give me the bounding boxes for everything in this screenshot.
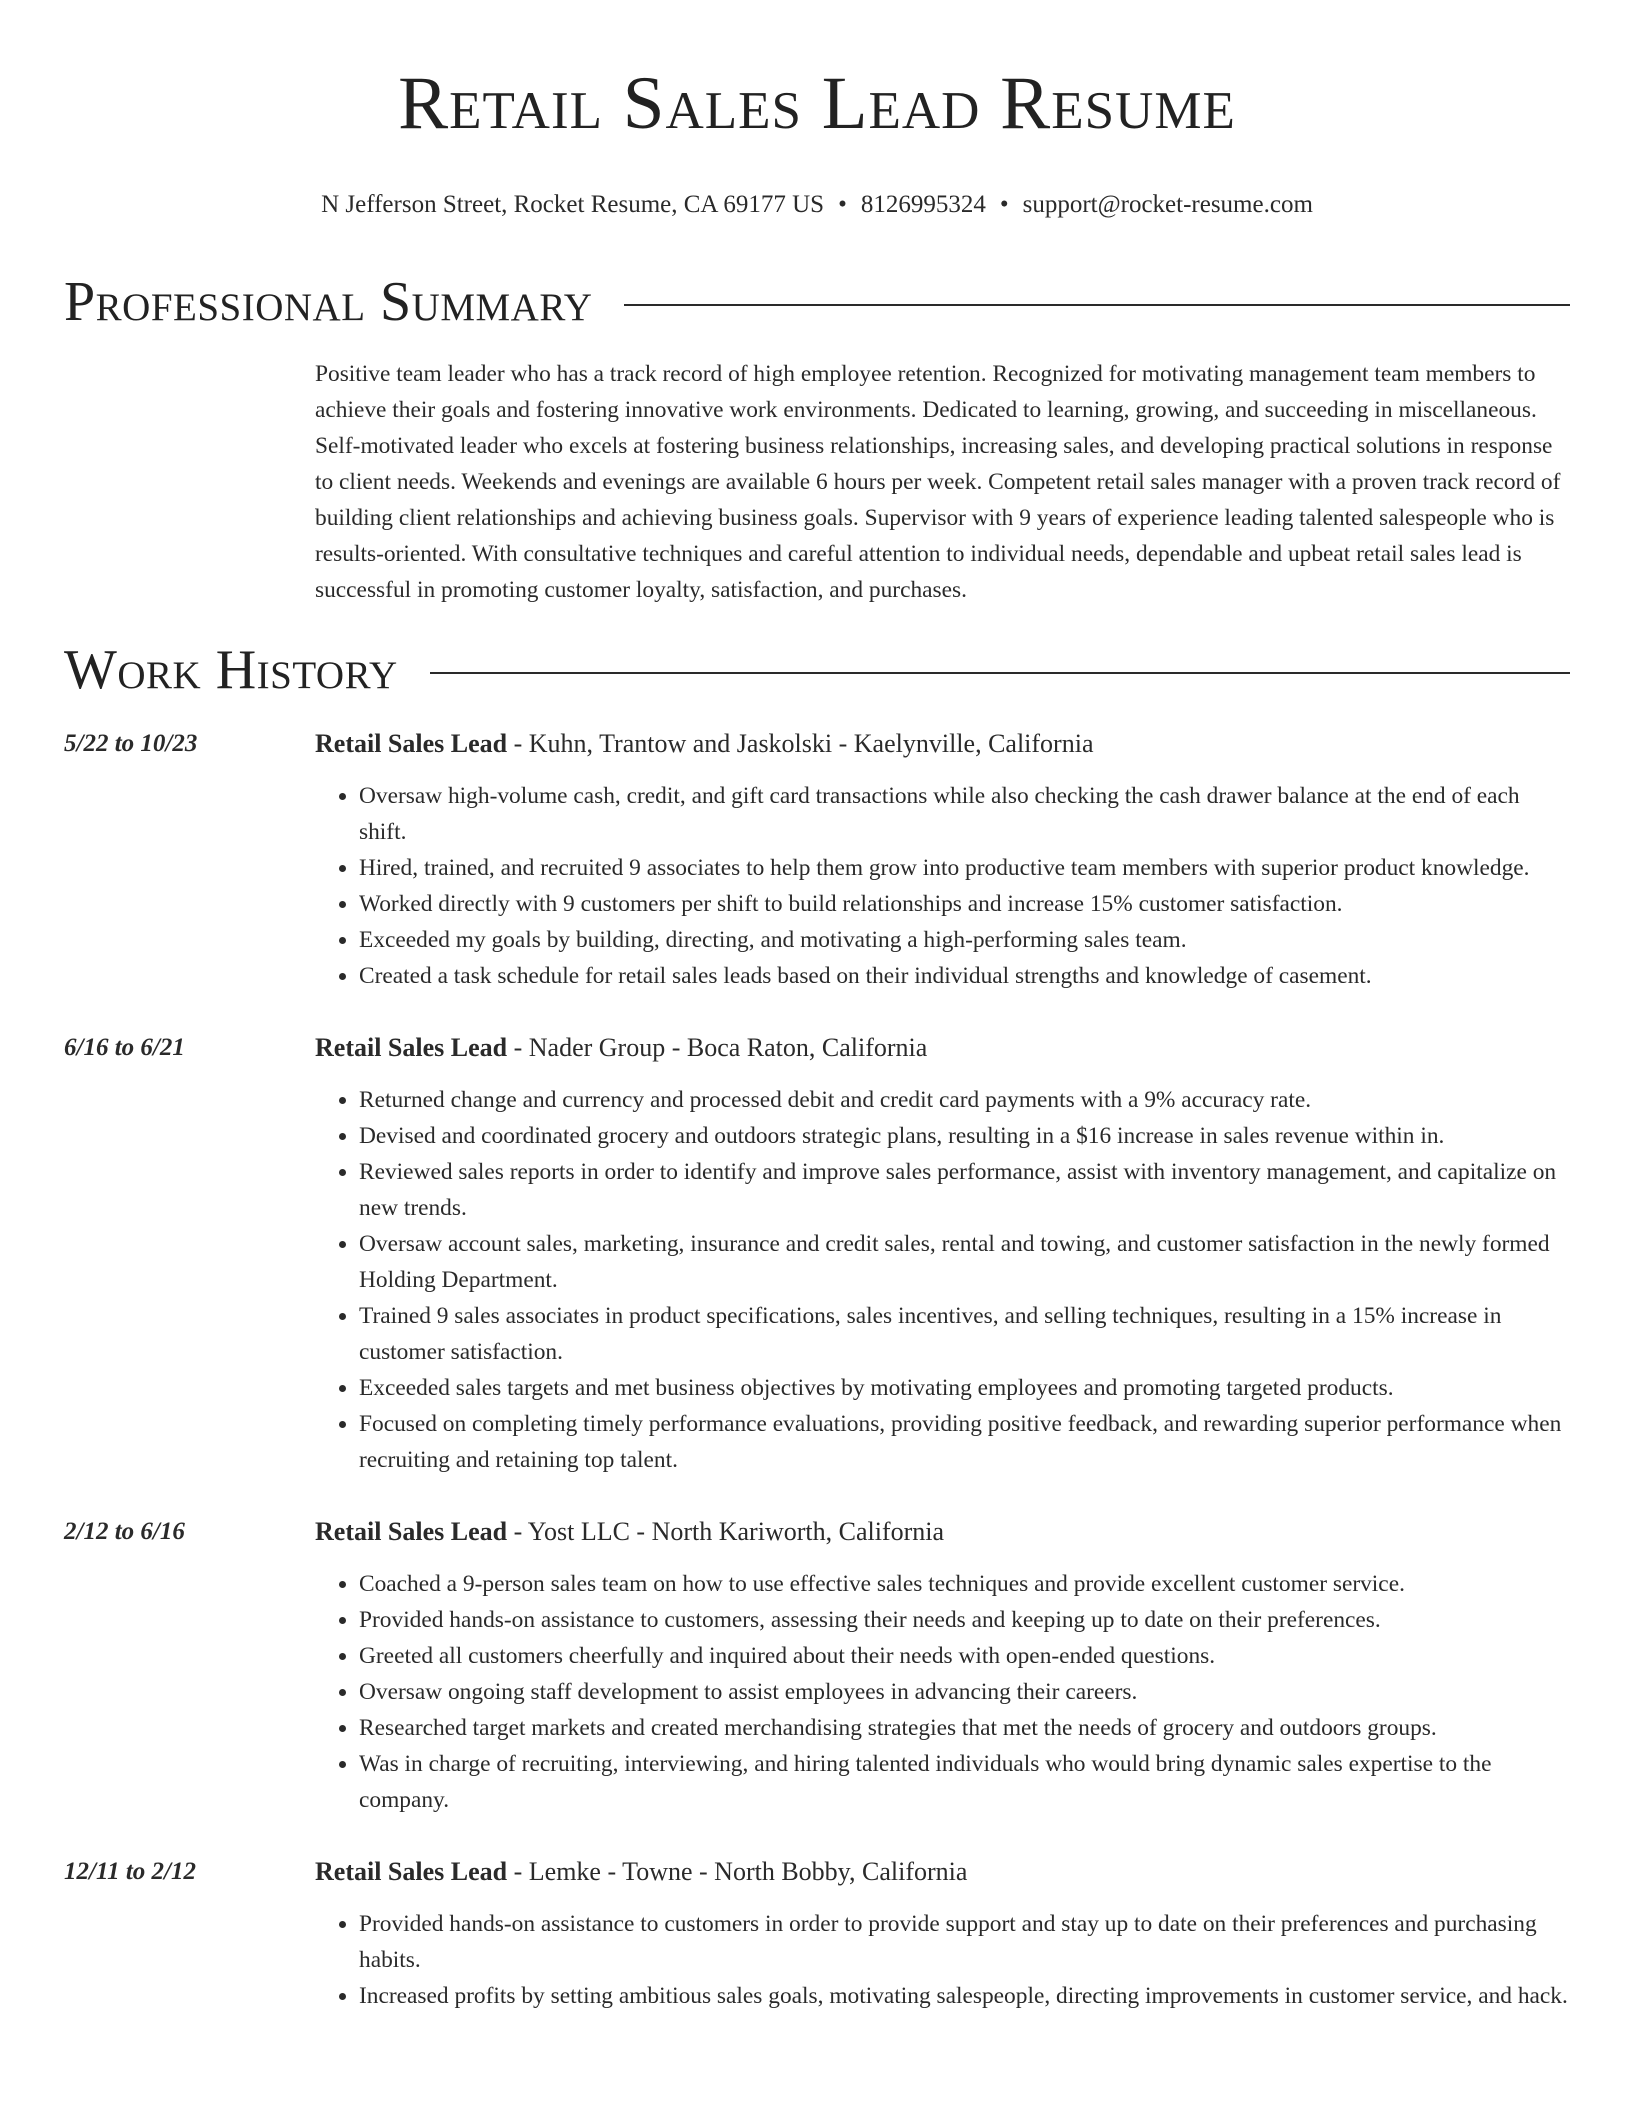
job-bullets xyxy=(315,1082,1570,1478)
summary-section-header xyxy=(64,270,1570,334)
job-bullets xyxy=(315,1566,1570,1818)
job-entry xyxy=(64,1514,1570,1818)
job-body xyxy=(315,1514,1570,1818)
job-bullet: • Greeted all customers cheerfully and inquired about their needs with open-ended questions. xyxy=(359,1638,1570,1674)
job-company-location: - Yost LLC - North Kariworth, California xyxy=(507,1517,945,1546)
job-dates: 6/16 to 6/21 xyxy=(64,1034,185,1061)
job-heading xyxy=(315,1514,1570,1550)
job-bullet: • Coached a 9-person sales team on how to use effective sales techniques and provide excellent customer service. xyxy=(359,1566,1570,1602)
job-bullet: • Worked directly with 9 customers per shift to build relationships and increase 15% customer satisfaction. xyxy=(359,886,1570,922)
job-bullet: • Hired, trained, and recruited 9 associates to help them grow into productive team members with superior product knowledge. xyxy=(359,850,1570,886)
job-heading xyxy=(315,1030,1570,1066)
contact-phone: 8126995324 xyxy=(860,191,986,218)
job-bullet: • Focused on completing timely performance evaluations, providing positive feedback, and rewarding superior performance when recruiting and retaining top talent. xyxy=(359,1406,1570,1478)
job-dates: 12/11 to 2/12 xyxy=(64,1858,196,1885)
job-heading xyxy=(315,726,1570,762)
job-bullet: • Created a task schedule for retail sales leads based on their individual strengths and knowledge of casement. xyxy=(359,958,1570,994)
summary-text: Positive team leader who has a track record of high employee retention. Recognized for motivating management team members to achieve their goals and fostering innovative work environments. Dedicated to learning, growing, and succeeding in miscellaneous. Self-motivated leader who excels at fostering business relationships, increasing sales, and developing practical solutions in response to client needs. Weekends and evenings are available 6 hours per week. Competent retail sales manager with a proven track record of building client relationships and achieving business goals. Supervisor with 9 years of experience leading talented salespeople who is results-oriented. With consultative techniques and careful attention to individual needs, dependable and upbeat retail sales lead is successful in promoting customer loyalty, satisfaction, and purchases. xyxy=(315,361,1561,603)
job-company-location: - Kuhn, Trantow and Jaskolski - Kaelynville, California xyxy=(507,729,1094,758)
contact-address: N Jefferson Street, Rocket Resume, CA 69177 US xyxy=(321,191,825,218)
contact-email: support@rocket-resume.com xyxy=(1022,191,1313,218)
job-body xyxy=(315,726,1570,994)
job-role: Retail Sales Lead xyxy=(315,1033,508,1062)
job-entry xyxy=(64,1854,1570,2014)
job-heading xyxy=(315,1854,1570,1890)
job-role: Retail Sales Lead xyxy=(315,1517,508,1546)
job-entry xyxy=(64,1030,1570,1478)
job-bullets xyxy=(315,1906,1570,2014)
resume-page xyxy=(64,0,1570,2014)
job-bullet: • Provided hands-on assistance to customers in order to provide support and stay up to date on their preferences and purchasing habits. xyxy=(359,1906,1570,1978)
job-body xyxy=(315,1030,1570,1478)
section-divider xyxy=(430,672,1570,674)
job-bullet: • Provided hands-on assistance to customers, assessing their needs and keeping up to date on their preferences. xyxy=(359,1602,1570,1638)
contact-separator: • xyxy=(999,191,1009,218)
job-bullet: • Oversaw high-volume cash, credit, and gift card transactions while also checking the cash drawer balance at the end of each shift. xyxy=(359,778,1570,850)
job-bullets xyxy=(315,778,1570,994)
job-bullet: • Exceeded sales targets and met business objectives by motivating employees and promoting targeted products. xyxy=(359,1370,1570,1406)
job-bullet: • Reviewed sales reports in order to identify and improve sales performance, assist with inventory management, and capitalize on new trends. xyxy=(359,1154,1570,1226)
job-company-location: - Lemke - Towne - North Bobby, California xyxy=(507,1857,968,1886)
job-bullet: • Exceeded my goals by building, directing, and motivating a high-performing sales team. xyxy=(359,922,1570,958)
job-company-location: - Nader Group - Boca Raton, California xyxy=(507,1033,928,1062)
job-bullet: • Trained 9 sales associates in product specifications, sales incentives, and selling techniques, resulting in a 15% increase in customer satisfaction. xyxy=(359,1298,1570,1370)
job-role: Retail Sales Lead xyxy=(315,729,508,758)
work-section-header xyxy=(64,638,1570,702)
job-bullet: • Increased profits by setting ambitious sales goals, motivating salespeople, directing improvements in customer service, and hack. xyxy=(359,1978,1570,2014)
job-body xyxy=(315,1854,1570,2014)
job-bullet: • Oversaw ongoing staff development to assist employees in advancing their careers. xyxy=(359,1674,1570,1710)
job-bullet: • Devised and coordinated grocery and outdoors strategic plans, resulting in a $16 increase in sales revenue within in. xyxy=(359,1118,1570,1154)
job-bullet: • Was in charge of recruiting, interviewing, and hiring talented individuals who would bring dynamic sales expertise to the company. xyxy=(359,1746,1570,1818)
work-history-list xyxy=(64,726,1570,2014)
job-dates: 2/12 to 6/16 xyxy=(64,1518,185,1545)
job-dates: 5/22 to 10/23 xyxy=(64,730,198,757)
section-divider xyxy=(624,304,1570,306)
job-bullet: • Returned change and currency and processed debit and credit card payments with a 9% accuracy rate. xyxy=(359,1082,1570,1118)
summary-heading: Professional Summary xyxy=(64,271,593,333)
work-heading: Work History xyxy=(64,639,398,701)
job-bullet: • Researched target markets and created merchandising strategies that met the needs of grocery and outdoors groups. xyxy=(359,1710,1570,1746)
job-entry xyxy=(64,726,1570,994)
job-bullet: • Oversaw account sales, marketing, insurance and credit sales, rental and towing, and customer satisfaction in the newly formed Holding Department. xyxy=(359,1226,1570,1298)
contact-separator: • xyxy=(838,191,847,218)
contact-line xyxy=(64,188,1570,222)
job-role: Retail Sales Lead xyxy=(315,1857,508,1886)
resume-title: Retail Sales Lead Resume xyxy=(398,62,1236,145)
